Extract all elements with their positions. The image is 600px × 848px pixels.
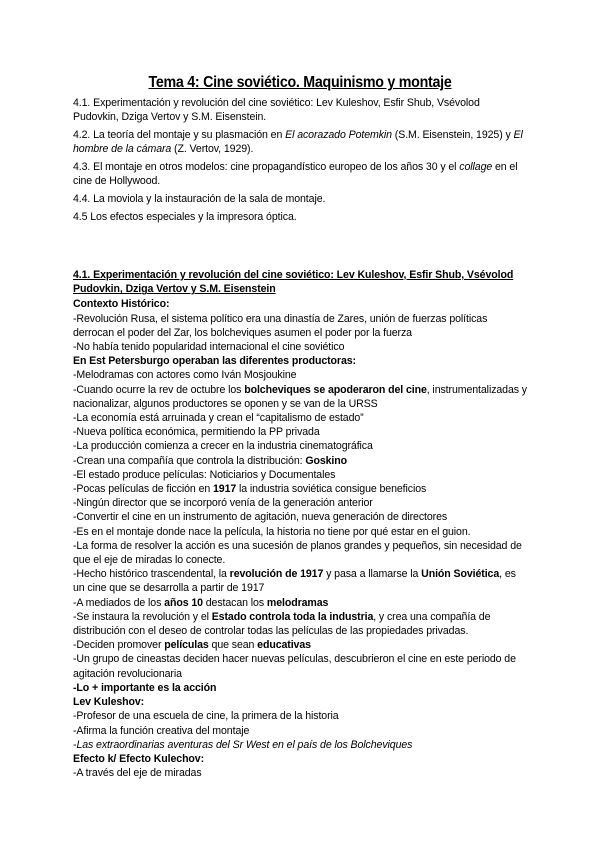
text-run: 4.3. El montaje en otros modelos: cine propagandístico europeo de los años 30 y el	[73, 161, 460, 173]
italic-text: Las extraordinarias aventuras del Sr West en el país de los Bolcheviques	[76, 738, 413, 751]
content-line	[73, 340, 528, 354]
text-run: En Est Petersburgo operaban las diferentes productoras:	[73, 355, 356, 368]
italic-text: El acorazado Potemkin	[285, 129, 392, 141]
text-run: -	[73, 738, 77, 751]
text-run: -Ningún director que se incorporó venía de la generación anterior	[73, 497, 373, 510]
content-line	[73, 724, 528, 738]
bold-text: Unión Soviética	[421, 568, 500, 581]
text-run: Lev Kuleshov:	[73, 696, 145, 709]
text-run: -Hecho histórico trascendental, la	[73, 568, 230, 581]
toc-item	[73, 160, 528, 188]
text-run: -A través del eje de miradas	[73, 767, 202, 780]
content-subheading	[73, 695, 528, 709]
text-run: -Nueva política económica, permitiendo la PP privada	[73, 426, 320, 439]
content-line	[73, 383, 528, 411]
text-run: la industria soviética consigue beneficios	[236, 483, 427, 496]
content-line	[73, 482, 528, 496]
content-line	[73, 567, 528, 595]
content-line	[73, 496, 528, 510]
text-run: -El estado produce películas: Noticiarios y Documentales	[73, 468, 336, 481]
text-run: Efecto k/ Efecto Kulechov:	[73, 752, 205, 765]
content-line	[73, 596, 528, 610]
text-run: -Afirma la función creativa del montaje	[73, 724, 250, 737]
text-run: -Cuando ocurre la rev de octubre los	[73, 383, 245, 396]
bold-text: 1917	[213, 483, 237, 496]
content-line	[73, 539, 528, 567]
text-run: -Melodramas con actores como Iván Mosjoukine	[73, 369, 297, 382]
text-run: -Convertir el cine en un instrumento de agitación, nueva generación de directores	[73, 511, 448, 524]
content-line	[73, 454, 528, 468]
bold-text: educativas	[257, 639, 311, 652]
text-run: , es un cine que se desarrolla a partir de 1917	[73, 568, 516, 595]
text-run: -Lo + importante es la acción	[73, 681, 217, 694]
bold-text: revolución de 1917	[229, 568, 324, 581]
content-line	[73, 766, 528, 780]
text-run: -Crean una compañía que controla la distribución:	[73, 454, 306, 467]
content-line	[73, 610, 528, 638]
content-line	[73, 738, 528, 752]
content-subheading	[73, 297, 528, 311]
text-run: y pasa a llamarse la	[323, 568, 422, 581]
bold-text: bolcheviques se apoderaron del cine	[244, 383, 427, 396]
italic-text: collage	[459, 161, 493, 173]
text-run: (Z. Vertov, 1929).	[171, 143, 254, 156]
text-run: 4.4. La moviola y la instauración de la sala de montaje.	[73, 193, 326, 205]
content-line	[73, 709, 528, 723]
bold-text: melodramas	[266, 596, 329, 609]
text-run: 4.5 Los efectos especiales y la impresora óptica.	[73, 210, 297, 223]
content-line	[73, 439, 528, 453]
text-run: -La producción comienza a crecer en la industria cinematográfica	[73, 440, 373, 453]
bold-text: Goskino	[305, 454, 348, 467]
section-content	[73, 268, 528, 780]
content-line	[73, 312, 528, 340]
toc-item	[73, 192, 528, 206]
content-line	[73, 510, 528, 524]
bold-text: Estado controla toda la industria	[211, 610, 374, 623]
text-run: -Se instaura la revolución y el	[73, 610, 212, 623]
content-line	[73, 425, 528, 439]
text-run: -Revolución Rusa, el sistema político era una dinastía de Zares, unión de fuerzas políticas derrocan el poder del Zar, los bolcheviques asumen el poder por la fuerza	[73, 312, 488, 339]
content-subheading	[73, 354, 528, 368]
text-run: -Deciden promover	[73, 639, 165, 652]
content-line	[73, 468, 528, 482]
bold-text: películas	[164, 639, 209, 652]
toc-item	[73, 96, 528, 124]
text-run: (S.M. Eisenstein, 1925) y	[391, 129, 514, 141]
text-run: -Es en el montaje donde nace la película, la historia no tiene por qué estar en el guion.	[73, 525, 471, 538]
text-run: en el cine de Hollywood.	[73, 161, 518, 188]
content-line	[73, 638, 528, 652]
content-subheading	[73, 681, 528, 695]
document-title: Tema 4: Cine soviético. Maquinismo y montaje	[148, 74, 452, 91]
text-run: -Pocas películas de ficción en	[73, 483, 213, 496]
toc-item	[73, 128, 528, 156]
content-line	[73, 368, 528, 382]
content-subheading	[73, 752, 528, 766]
text-run: -A mediados de los	[73, 596, 165, 609]
table-of-contents	[73, 96, 528, 228]
text-run: -No había tenido popularidad internacional el cine soviético	[73, 341, 345, 354]
toc-item	[73, 210, 528, 224]
italic-text: El hombre de la cámara	[73, 129, 523, 156]
content-line	[73, 652, 528, 680]
text-run: -Un grupo de cineastas deciden hacer nuevas películas, descubrieron el cine en este periodo de agitación revolucionaria	[73, 653, 516, 680]
text-run: -La economía está arruinada y crean el “capitalismo de estado”	[73, 412, 364, 425]
text-run: -Profesor de una escuela de cine, la primera de la historia	[73, 710, 339, 723]
text-run: , instrumentalizadas y nacionalizar, algunos productores se oponen y se van de la URSS	[73, 383, 528, 410]
text-run: 4.1. Experimentación y revolución del cine soviético: Lev Kuleshov, Esfir Shub, Vsévolod Pudovkin, Dziga Vertov y S.M. Eisenstein.	[73, 97, 480, 124]
text-run: -La forma de resolver la acción es una sucesión de planos grandes y pequeños, sin necesidad de que el eje de miradas lo conecte.	[73, 539, 522, 567]
text-run: 4.2. La teoría del montaje y su plasmación en	[73, 129, 286, 141]
bold-text: años 10	[164, 596, 203, 609]
text-run: Contexto Histórico:	[73, 298, 170, 311]
content-line	[73, 411, 528, 425]
content-line	[73, 525, 528, 539]
text-run: , y crea una compañía de distribución con el deseo de controlar todas las películas de las propiedades privadas.	[73, 610, 491, 638]
text-run: destacan los	[202, 596, 267, 609]
section-heading: 4.1. Experimentación y revolución del cine soviético: Lev Kuleshov, Esfir Shub, Vsévolod Pudovkin, Dziga Vertov y S.M. Eisenstein	[73, 269, 514, 296]
text-run: que sean	[208, 639, 258, 652]
